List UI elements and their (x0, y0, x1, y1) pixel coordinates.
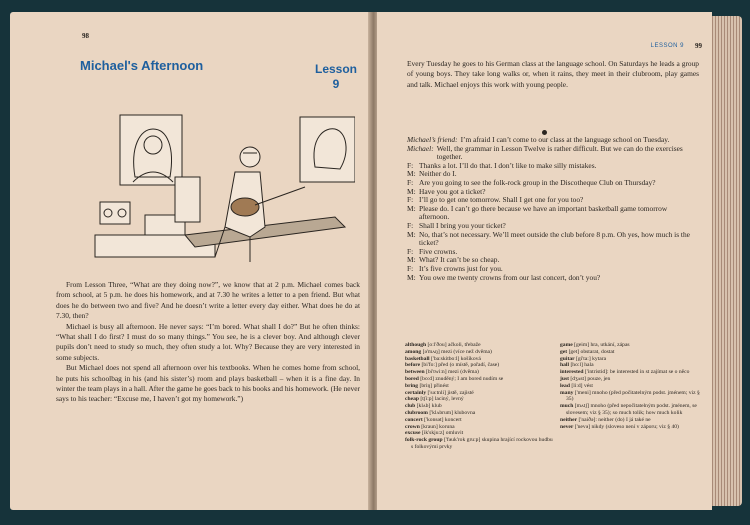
vocabulary-word: concert (405, 416, 423, 423)
line-text: It’s five crowns just for you. (419, 263, 503, 273)
vocabulary-gloss: [ik'skju:z] omluvit (421, 430, 464, 437)
speaker: Michael’s friend: (407, 135, 458, 144)
line-text: What? It can’t be so cheap. (419, 255, 500, 265)
vocabulary-word: clubroom (405, 409, 428, 416)
vocabulary-word: basketball (405, 355, 430, 362)
vocabulary-gloss: [bi'twi:n] mezi (dvěma) (425, 369, 479, 376)
running-header: LESSON 9 (650, 43, 684, 49)
speaker: F: (407, 220, 414, 230)
page-edges (712, 16, 742, 506)
vocabulary-word: never (560, 423, 574, 430)
dialogue-line (407, 231, 699, 248)
speaker: F: (407, 177, 414, 187)
vocabulary-entry (560, 424, 708, 431)
lesson-number: 9 (332, 77, 340, 91)
vocabulary-gloss: ['klʌbrum] klubovna (429, 409, 476, 416)
vocabulary-entry (405, 396, 555, 403)
vocabulary-entry (405, 369, 555, 376)
vocabulary-word: lead (560, 382, 570, 389)
speaker: M: (407, 229, 416, 239)
line-text: I’ll go to get one tomorrow. Shall I get one for you too? (419, 195, 584, 205)
line-text: You owe me twenty crowns from our last concert, don’t you? (419, 272, 601, 282)
vocabulary-word: many (560, 389, 574, 396)
vocabulary-entry (560, 403, 708, 417)
vocabulary-entry (405, 410, 555, 417)
vocabulary-gloss: [kraun] koruna (421, 423, 455, 430)
vocabulary-gloss: ['meni] mnoho (před počitatelným podst. jménem; viz § 35) (566, 389, 700, 403)
vocabulary-gloss: [ho:l] hala (570, 362, 594, 369)
vocabulary-entry (405, 383, 555, 390)
vocabulary-entry (560, 349, 708, 356)
paragraph: But Michael does not spend all afternoon over his textbooks. When he comes home from school, he puts his schoolbag in his (and his sister’s) room and plays basketball – when it is a fine day. In winter the team plays in a hall. After the game he goes back to his books and his homework. (He never says to his teacher: “Excuse me, I haven’t got my homework.”) (56, 363, 360, 404)
line-text: Five crowns. (419, 246, 458, 256)
speaker: F: (407, 263, 414, 273)
line-text: Well, the grammar in Lesson Twelve is rather difficult. But we can do the exercises together. (436, 143, 683, 162)
speaker: F: (407, 246, 414, 256)
speaker: M: (407, 272, 416, 282)
vocabulary-gloss: [mʌtʃ] mnoho (před nepočitatelným podst. jménem, se slovesem; viz § 35); so much tolik; how much kolik (566, 403, 697, 416)
vocabulary-word: certainly (405, 389, 427, 396)
left-body-text (56, 280, 360, 405)
vocabulary-word: although (405, 342, 427, 348)
vocabulary-entry (405, 417, 555, 424)
lesson-title: Michael's Afternoon (80, 58, 204, 73)
vocabulary-word: excuse (405, 430, 421, 437)
speaker: M: (407, 169, 416, 179)
vocabulary-gloss: [bo:d] znuděný; I am bored nudím se (420, 375, 504, 382)
vocabulary-word: club (405, 403, 416, 410)
vocabulary-entry (560, 356, 708, 363)
vocabulary-gloss: ['naiðə]: neither (do) I já také ne (578, 416, 651, 423)
vocabulary-gloss: [bi'fo:] před (o místě, pořadí, čase) (421, 362, 500, 369)
speaker: M: (407, 203, 416, 213)
speaker: Michael: (407, 143, 434, 153)
dialogue-line (407, 145, 699, 162)
line-text: Shall I bring you your ticket? (419, 220, 506, 230)
vocabulary-word: get (560, 348, 568, 355)
vocabulary-word: interested (560, 369, 584, 376)
vocabulary-gloss: [briŋ] přinést (419, 382, 449, 389)
vocabulary-gloss: [ə'mʌŋ] mezi (více než dvěma) (422, 348, 492, 355)
vocabulary-entry (560, 383, 708, 390)
paragraph: From Lesson Three, “What are they doing now?”, we know that at 2 p.m. Michael comes back from school, at 5 p.m. he does his homework, and at 7.30 he writes a letter to a pen friend. But what does he do between two and five? And he doesn’t write a letter every day either. What does he do at 7.30, then? (56, 280, 360, 321)
vocabulary-word: guitar (560, 355, 575, 362)
vocabulary-gloss: ['sə:tnli] jistě, zajisté (427, 389, 474, 396)
dialogue-line (407, 205, 699, 222)
vocabulary-entry (405, 349, 555, 356)
vocabulary-word: game (560, 342, 573, 348)
vocabulary-word: neither (560, 416, 578, 423)
vocabulary-entry (560, 369, 708, 376)
vocabulary-entry (560, 390, 708, 404)
vocabulary-gloss: [tʃi:p] laciný, levný (420, 396, 464, 403)
vocabulary-entry (405, 376, 555, 383)
line-text: Are you going to see the folk-rock group in the Discotheque Club on Thursday? (419, 177, 656, 187)
vocabulary-word: among (405, 348, 422, 355)
vocabulary-word: bring (405, 382, 419, 389)
speaker: M: (407, 186, 416, 196)
vocabulary-entry (405, 403, 555, 410)
vocabulary-column-left (405, 342, 555, 451)
left-page (10, 12, 370, 510)
vocabulary-gloss: ['konsət] koncert (424, 416, 462, 423)
dialogue (407, 136, 699, 282)
vocabulary-entry (405, 424, 555, 431)
vocabulary-gloss: [o:l'ðou] ačkoli, třebaže (427, 342, 481, 348)
vocabulary-word: hall (560, 362, 570, 369)
vocabulary-word: crown (405, 423, 420, 430)
vocabulary-word: cheap (405, 396, 419, 403)
vocabulary-gloss: [geim] hra, utkání, zápas (574, 342, 630, 348)
vocabulary-gloss: [gi'ta:] kytara (576, 355, 607, 362)
vocabulary-gloss: [li:d] vést (571, 382, 593, 389)
vocabulary-gloss: ['fəuk'rok gru:p] skupina hrající rockovou hudbu s folkovými prvky (411, 437, 553, 450)
vocabulary-entry (560, 342, 708, 349)
speaker: F: (407, 195, 414, 205)
illustration (75, 107, 355, 267)
vocabulary-entry (405, 390, 555, 397)
vocabulary-gloss: [klʌb] klub (416, 403, 442, 410)
lesson-label: Lesson (314, 62, 357, 76)
line-text: Neither do I. (419, 169, 457, 179)
line-text: Thanks a lot. I’ll do that. I don’t like to make silly mistakes. (419, 160, 597, 170)
vocabulary-word: just (560, 375, 570, 382)
line-text: No, that’s not necessary. We’ll meet outside the club before 8 p.m. Oh yes, how much is the ticket? (419, 229, 690, 248)
vocabulary-gloss: [get] obstarat, dostat (568, 348, 615, 355)
vocabulary-entry (560, 362, 708, 369)
vocabulary-gloss: [dʒʌst] pouze, jen (570, 375, 611, 382)
line-text: Have you got a ticket? (419, 186, 486, 196)
vocabulary-gloss: ['nevə] nikdy (slovesо není v záporu; viz § 40) (574, 423, 679, 430)
page-number-right: 99 (695, 42, 702, 50)
vocabulary-word: bored (405, 375, 419, 382)
vocabulary-word: before (405, 362, 421, 369)
speaker: M: (407, 255, 416, 265)
line-text: Please do. I can’t go there because we have an important basketball game tomorrow afternoon. (419, 203, 668, 222)
right-page (377, 12, 712, 510)
vocabulary-entry (405, 437, 555, 451)
vocabulary-gloss: ['ba:skitbo:l] košíková (430, 355, 481, 362)
vocabulary-entry (560, 376, 708, 383)
vocabulary-entry (560, 417, 708, 424)
vocabulary-entry (405, 342, 555, 349)
intro-text (407, 59, 699, 90)
line-text: I’m afraid I can’t come to our class at the language school on Tuesday. (460, 135, 670, 144)
speaker: F: (407, 160, 414, 170)
vocabulary-word: between (405, 369, 425, 376)
paragraph: Michael is busy all afternoon. He never says: “I’m bored. What shall I do?” But he often thinks: “What shall I do first? I must do so many things.” You see, he is a clever boy. And although clever pupils don’t need to study so much, they often study a lot. Why? Because they are very interested in some subjects. (56, 321, 360, 362)
paragraph: Every Tuesday he goes to his German class at the language school. On Saturdays he leads a group of young boys. They take long walks or, when it rains, they meet in their clubroom, play games and talk. Michael enjoys this work with young people. (407, 59, 699, 89)
dialogue-line (407, 274, 699, 283)
lesson-heading (308, 62, 364, 92)
vocabulary-column-right (560, 342, 708, 430)
vocabulary-word: much (560, 403, 574, 410)
vocabulary-word: folk-rock group (405, 437, 443, 444)
vocabulary-gloss: ['intristid]: be interested in st zajímat se o něco (584, 369, 690, 376)
page-number-left: 98 (82, 32, 89, 40)
